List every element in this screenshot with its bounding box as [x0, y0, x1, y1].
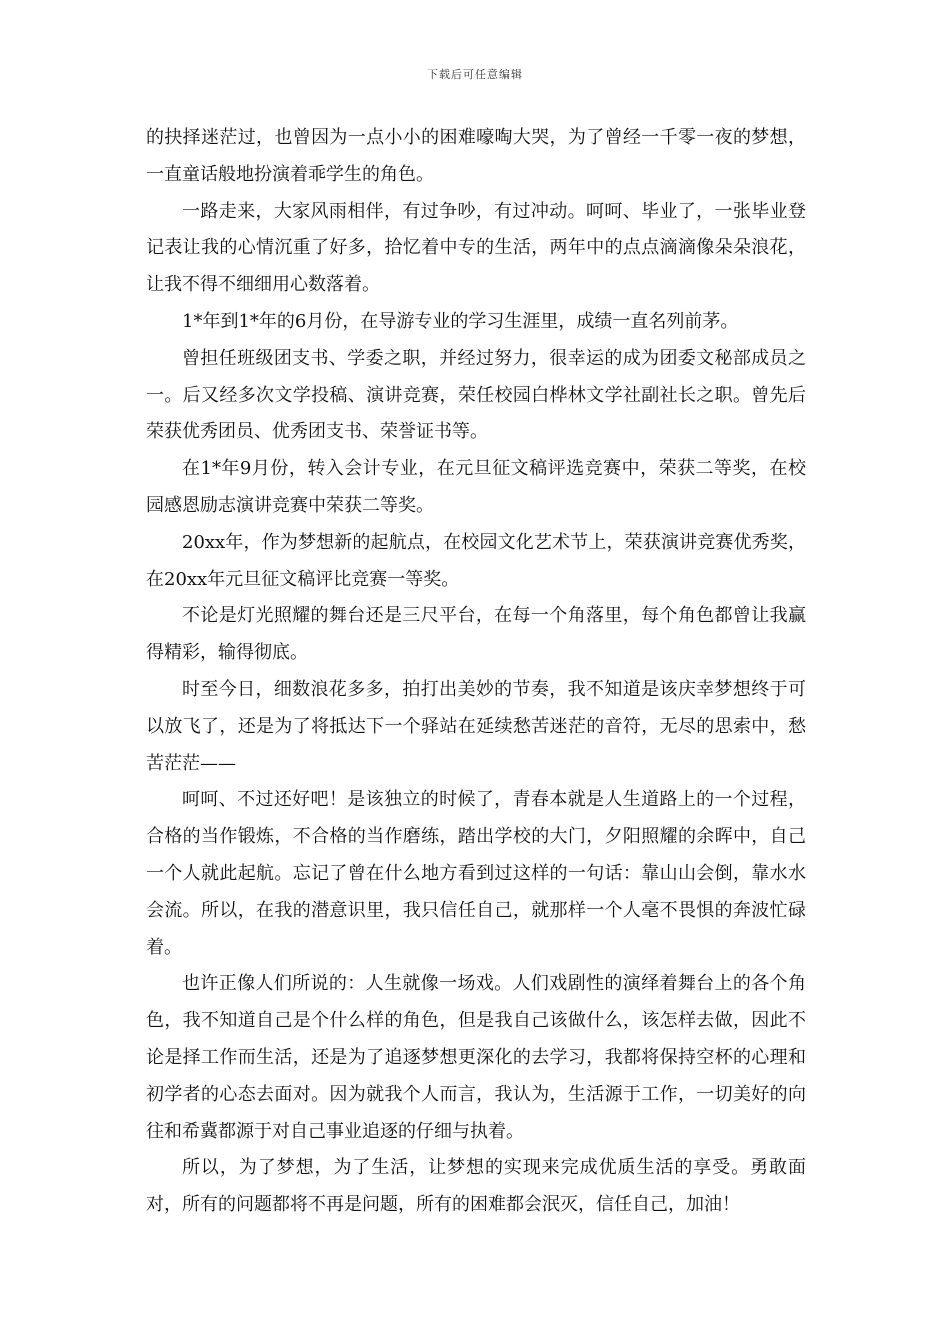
paragraph: 1*年到1*年的6月份，在导游专业的学习生涯里，成绩一直名列前茅。: [182, 310, 739, 332]
paragraph-continuation: 的抉择迷茫过，也曾因为一点小小的困难嚎啕大哭，为了曾经一千零一夜的梦想，一直童话般地扮演着乖学生的角色。: [146, 127, 806, 185]
paragraph: 曾担任班级团支书、学委之职，并经过努力，很幸运的成为团委文秘部成员之一。后又经多次文学投稿、演讲竞赛，荣任校园白桦林文学社副社长之职。曾先后荣获优秀团员、优秀团支书、荣誉证书等。: [146, 347, 806, 443]
paragraph: 时至今日，细数浪花多多，拍打出美妙的节奏，我不知道是该庆幸梦想终于可以放飞了，还是为了将抵达下一个驿站在延续愁苦迷茫的音符，无尽的思索中，愁苦茫茫——: [146, 678, 806, 774]
paragraph: 一路走来，大家风雨相伴，有过争吵，有过冲动。呵呵、毕业了，一张毕业登记表让我的心情沉重了好多，拾忆着中专的生活，两年中的点点滴滴像朵朵浪花，让我不得不细细用心数落着。: [146, 200, 806, 296]
paragraph: 不论是灯光照耀的舞台还是三尺平台，在每一个角落里，每个角色都曾让我赢得精彩，输得彻底。: [146, 605, 806, 664]
paragraph: 也许正像人们所说的：人生就像一场戏。人们戏剧性的演绎着舞台上的各个角色，我不知道自己是个什么样的角色，但是我自己该做什么，该怎样去做，因此不论是择工作而生活，还是为了追逐梦想更深化的去学习，我都将保持空杯的心理和初学者的心态去面对。因为就我个人而言，我认为，生活源于工作，一切美好的向往和希冀都源于对自己事业追逐的仔细与执着。: [146, 973, 806, 1142]
paragraph: 在1*年9月份，转入会计专业，在元旦征文稿评选竞赛中，荣获二等奖，在校园感恩励志演讲竞赛中荣获二等奖。: [146, 458, 806, 516]
page-header: 下载后可任意编辑: [427, 68, 523, 81]
paragraph: 20xx年，作为梦想新的起航点，在校园文化艺术节上，荣获演讲竞赛优秀奖，在20xx年元旦征文稿评比竞赛一等奖。: [146, 531, 806, 590]
document-body: [146, 120, 806, 1224]
paragraph: 所以，为了梦想，为了生活，让梦想的实现来完成优质生活的享受。勇敢面对，所有的问题都将不再是问题，所有的困难都会泯灭，信任自己，加油！: [146, 1157, 806, 1216]
paragraph: 呵呵、不过还好吧！是该独立的时候了，青春本就是人生道路上的一个过程，合格的当作锻炼，不合格的当作磨练，踏出学校的大门，夕阳照耀的余晖中，自己一个人就此起航。忘记了曾在什么地方看到过这样的一句话：靠山山会倒，靠水水会流。所以，在我的潜意识里，我只信任自己，就那样一个人毫不畏惧的奔波忙碌着。: [146, 789, 806, 958]
